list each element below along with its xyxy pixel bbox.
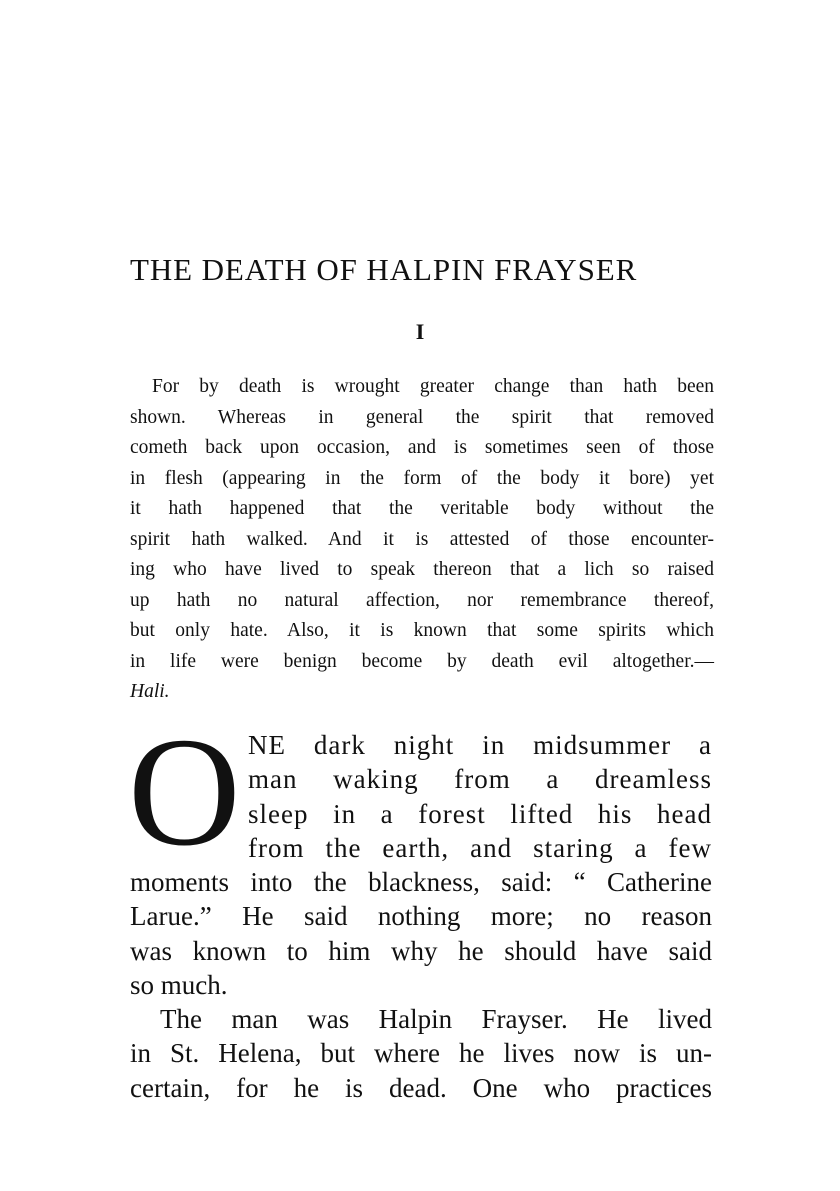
epigraph-attribution: Hali. [130,681,170,702]
body-line: was known to him why he should have said [130,935,712,966]
chapter-number: I [415,319,425,344]
epigraph-line: it hath happened that the veritable body without the [130,498,714,519]
epigraph-line: but only hate. Also, it is known that some spirits which [130,620,714,641]
epigraph-line: ing who have lived to speak thereon that a lich so raised [130,559,714,580]
body-line: NE dark night in midsummer a [248,730,712,760]
body-line: certain, for he is dead. One who practices [130,1072,712,1103]
epigraph-line: cometh back upon occasion, and is sometimes seen of those [130,437,714,458]
body-text [130,865,712,1105]
body-line: from the earth, and staring a few [248,832,712,863]
epigraph-line: spirit hath walked. And it is attested of those encounter- [130,528,714,550]
body-line: so much. [130,969,228,1000]
epigraph-line: For by death is wrought greater change than hath been [152,376,714,397]
body-line: man waking from a dreamless [248,764,712,795]
epigraph-line: in flesh (appearing in the form of the body it bore) yet [130,467,714,489]
body-line: moments into the blackness, said: “ Catherine [130,867,712,897]
drop-cap: O [128,705,241,878]
epigraph-line: in life were benign become by death evil altogether.— [130,650,714,672]
body-line: in St. Helena, but where he lives now is un- [130,1038,712,1069]
body-line: The man was Halpin Frayser. He lived [160,1004,712,1035]
epigraph-line: shown. Whereas in general the spirit that removed [130,406,714,428]
opening-paragraph-indented [248,728,712,865]
body-line: Larue.” He said nothing more; no reason [130,901,712,932]
epigraph [130,372,714,708]
epigraph-line: up hath no natural affection, nor remembrance thereof, [130,589,714,611]
body-line: sleep in a forest lifted his head [248,798,712,829]
story-title: THE DEATH OF HALPIN FRAYSER [130,252,638,287]
